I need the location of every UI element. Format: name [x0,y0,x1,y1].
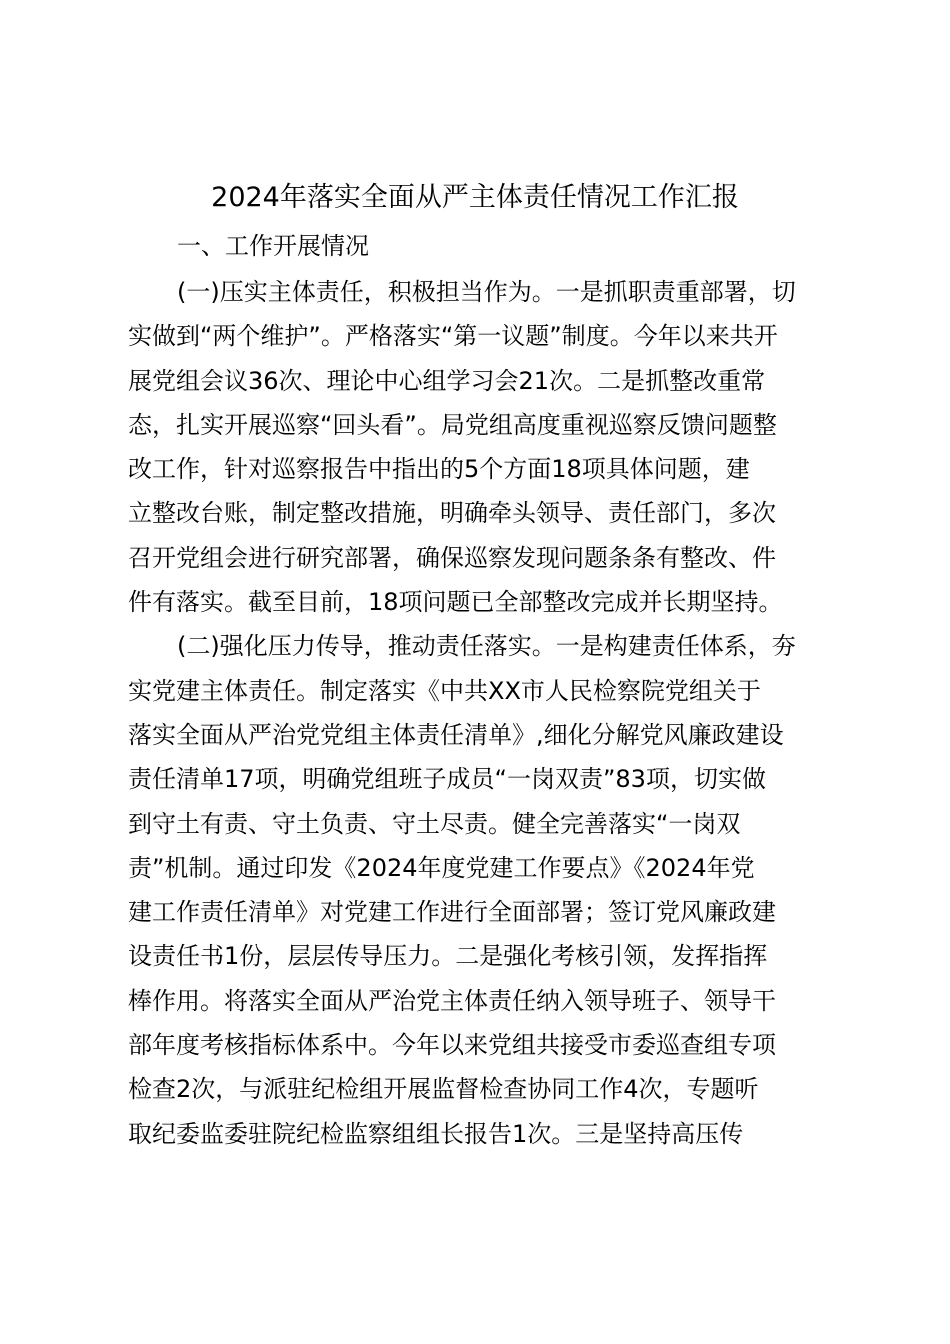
paragraph-2-line-5: 到守土有责、守土负责、守土尽责。健全完善落实“一岗双 [128,809,741,838]
document-body [128,270,828,1156]
paragraph-2-line-4: 责任清单17项，明确党组班子成员“一岗双责”83项，切实做 [128,765,766,794]
paragraph-2-line-2: 实党建主体责任。制定落实《中共XX市人民检察院党组关于 [128,676,761,705]
paragraph-2-line-10: 部年度考核指标体系中。今年以来党组共接受市委巡查组专项 [128,1031,776,1060]
paragraph-1-line-8: 件有落实。截至目前，18项问题已全部整改完成并长期坚持。 [128,588,783,617]
paragraph-2-line-12: 取纪委监委驻院纪检监察组组长报告1次。三是坚持高压传 [128,1119,744,1148]
paragraph-2-line-1: (二)强化压力传导，推动责任落实。一是构建责任体系，夯 [177,632,796,661]
section-heading: 一、工作开展情况 [177,232,369,260]
paragraph-2-line-11: 检查2次，与派驻纪检组开展监督检查协同工作4次，专题听 [128,1075,759,1104]
paragraph-2-line-9: 棒作用。将落实全面从严治党主体责任纳入领导班子、领导干 [128,986,776,1015]
document-title: 2024年落实全面从严主体责任情况工作汇报 [211,182,739,213]
paragraph-1-line-6: 立整改台账，制定整改措施，明确牵头领导、责任部门，多次 [128,499,776,528]
paragraph-2-line-6: 责”机制。通过印发《2024年度党建工作要点》《2024年党 [128,853,755,882]
paragraph-1-line-2: 实做到“两个维护”。严格落实“第一议题”制度。今年以来共开 [128,322,778,351]
paragraph-1-line-1: (一)压实主体责任，积极担当作为。一是抓职责重部署，切 [177,278,796,306]
paragraph-1-line-5: 改工作，针对巡察报告中指出的5个方面18项具体问题，建 [128,455,750,484]
paragraph-2-line-7: 建工作责任清单》对党建工作进行全面部署；签订党风廉政建 [128,898,776,927]
paragraph-1-line-7: 召开党组会进行研究部署，确保巡察发现问题条条有整改、件 [128,543,776,572]
paragraph-2-line-3: 落实全面从严治党党组主体责任清单》,细化分解党风廉政建设 [128,720,784,749]
paragraph-1-line-4: 态，扎实开展巡察“回头看”。局党组高度重视巡察反馈问题整 [128,410,777,439]
paragraph-2-line-8: 设责任书1份，层层传导压力。二是强化考核引领，发挥指挥 [128,942,768,971]
paragraph-1-line-3: 展党组会议36次、理论中心组学习会21次。二是抓整改重常 [128,366,766,395]
